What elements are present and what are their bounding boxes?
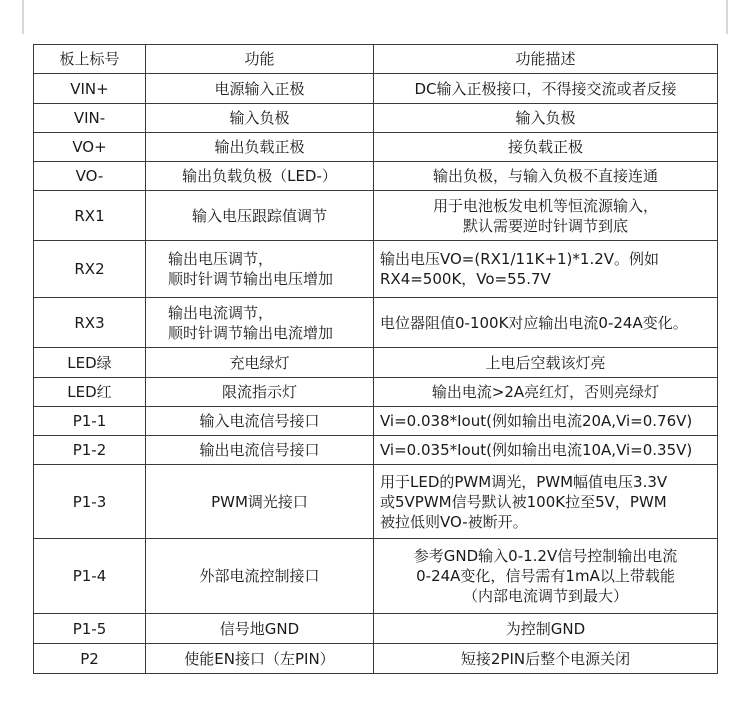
cell-function <box>146 348 374 378</box>
description-line: 被拉低则VO-被断开。 <box>380 512 528 531</box>
cell-label: RX1 <box>34 191 146 241</box>
cell-label: P1-5 <box>34 614 146 644</box>
function-line: 信号地GND <box>219 619 300 638</box>
cell-function <box>146 644 374 674</box>
function-line: 输入负极 <box>229 109 290 127</box>
right-border-line <box>726 0 728 34</box>
description-line: 用于LED的PWM调光，PWM幅值电压3.3V <box>380 472 668 491</box>
table-row <box>34 191 718 241</box>
cell-description <box>374 348 718 378</box>
table-row <box>34 614 718 644</box>
cell-function <box>146 298 374 348</box>
cell-function <box>146 378 374 407</box>
description-line: 短接2PIN后整个电源关闭 <box>460 649 631 668</box>
description-line: 输出负极，与输入负极不直接连通 <box>432 167 658 185</box>
table-row <box>34 465 718 539</box>
cell-label: RX3 <box>34 298 146 348</box>
cell-function <box>146 74 374 104</box>
cell-label: VIN+ <box>34 74 146 104</box>
table-row <box>34 644 718 674</box>
cell-function <box>146 104 374 133</box>
cell-function <box>146 191 374 241</box>
header-description: 功能描述 <box>374 45 718 74</box>
function-line: PWM调光接口 <box>211 492 308 511</box>
description-line: 输入负极 <box>515 109 576 127</box>
cell-label: LED红 <box>34 378 146 407</box>
cell-description <box>374 191 718 241</box>
cell-function <box>146 133 374 162</box>
cell-label: P1-4 <box>34 539 146 614</box>
function-line: 输出电压调节， <box>168 250 274 268</box>
cell-description <box>374 104 718 133</box>
table-row <box>34 133 718 162</box>
cell-description <box>374 465 718 539</box>
function-line: 使能EN接口（左PIN） <box>184 649 335 668</box>
cell-label: P1-1 <box>34 407 146 436</box>
pin-function-table <box>33 44 718 674</box>
cell-function <box>146 407 374 436</box>
cell-label: VO- <box>34 162 146 191</box>
cell-label: P2 <box>34 644 146 674</box>
cell-description <box>374 407 718 436</box>
table-row <box>34 74 718 104</box>
function-line: 充电绿灯 <box>229 353 290 372</box>
cell-label: VIN- <box>34 104 146 133</box>
table-row <box>34 298 718 348</box>
header-label: 板上标号 <box>34 45 146 74</box>
cell-function <box>146 241 374 298</box>
table-row <box>34 162 718 191</box>
function-line: 外部电流控制接口 <box>199 567 320 585</box>
function-line: 输出负载正极 <box>214 138 305 156</box>
function-line: 输入电流信号接口 <box>199 412 320 430</box>
function-line: 顺时针调节输出电压增加 <box>168 270 334 288</box>
description-line: Vi=0.035*Iout(例如输出电流10A,Vi=0.35V) <box>380 441 693 459</box>
left-border-line <box>22 0 24 34</box>
function-line: 输出负载负极（LED-） <box>182 167 337 185</box>
function-line: 顺时针调节输出电流增加 <box>168 323 334 342</box>
table-row <box>34 104 718 133</box>
description-line: 电位器阻值0-100K对应输出电流0-24A变化。 <box>380 313 688 332</box>
cell-function <box>146 162 374 191</box>
table-row <box>34 407 718 436</box>
cell-label: VO+ <box>34 133 146 162</box>
cell-description <box>374 162 718 191</box>
cell-description <box>374 614 718 644</box>
table-row <box>34 241 718 298</box>
function-line: 限流指示灯 <box>221 383 297 401</box>
cell-description <box>374 241 718 298</box>
function-line: 输出电流信号接口 <box>199 441 320 459</box>
description-line: 为控制GND <box>505 619 586 638</box>
cell-function <box>146 614 374 644</box>
cell-description <box>374 74 718 104</box>
description-line: （内部电流调节到最大） <box>462 587 628 605</box>
description-line: Vi=0.038*Iout(例如输出电流20A,Vi=0.76V) <box>380 412 693 430</box>
function-line: 输入电压跟踪值调节 <box>191 206 327 225</box>
description-line: 默认需要逆时针调节到底 <box>462 216 628 235</box>
description-line: RX4=500K，Vo=55.7V <box>380 270 551 288</box>
description-line: 输出电流>2A亮红灯，否则亮绿灯 <box>431 383 660 401</box>
cell-label: P1-2 <box>34 436 146 465</box>
cell-description <box>374 298 718 348</box>
cell-function <box>146 436 374 465</box>
cell-description <box>374 539 718 614</box>
function-line: 输出电流调节， <box>168 303 274 322</box>
description-line: 接负载正极 <box>507 138 583 156</box>
table-row <box>34 539 718 614</box>
cell-description <box>374 436 718 465</box>
function-line: 电源输入正极 <box>214 79 305 98</box>
cell-description <box>374 133 718 162</box>
cell-label: P1-3 <box>34 465 146 539</box>
description-line: 参考GND输入0-1.2V信号控制输出电流 <box>413 547 678 565</box>
cell-function <box>146 539 374 614</box>
cell-function <box>146 465 374 539</box>
description-line: DC输入正极接口，不得接交流或者反接 <box>414 79 677 98</box>
description-line: 0-24A变化，信号需有1mA以上带载能 <box>416 567 675 585</box>
cell-label: LED绿 <box>34 348 146 378</box>
table-row <box>34 436 718 465</box>
table-header-row <box>34 45 718 74</box>
header-function: 功能 <box>146 45 374 74</box>
description-line: 上电后空载该灯亮 <box>485 353 606 372</box>
table-row <box>34 378 718 407</box>
description-line: 或5VPWM信号默认被100K拉至5V，PWM <box>380 492 667 511</box>
table-row <box>34 348 718 378</box>
cell-description <box>374 644 718 674</box>
cell-description <box>374 378 718 407</box>
cell-label: RX2 <box>34 241 146 298</box>
description-line: 输出电压VO=(RX1/11K+1)*1.2V。例如 <box>380 250 660 268</box>
description-line: 用于电池板发电机等恒流源输入， <box>432 196 658 215</box>
